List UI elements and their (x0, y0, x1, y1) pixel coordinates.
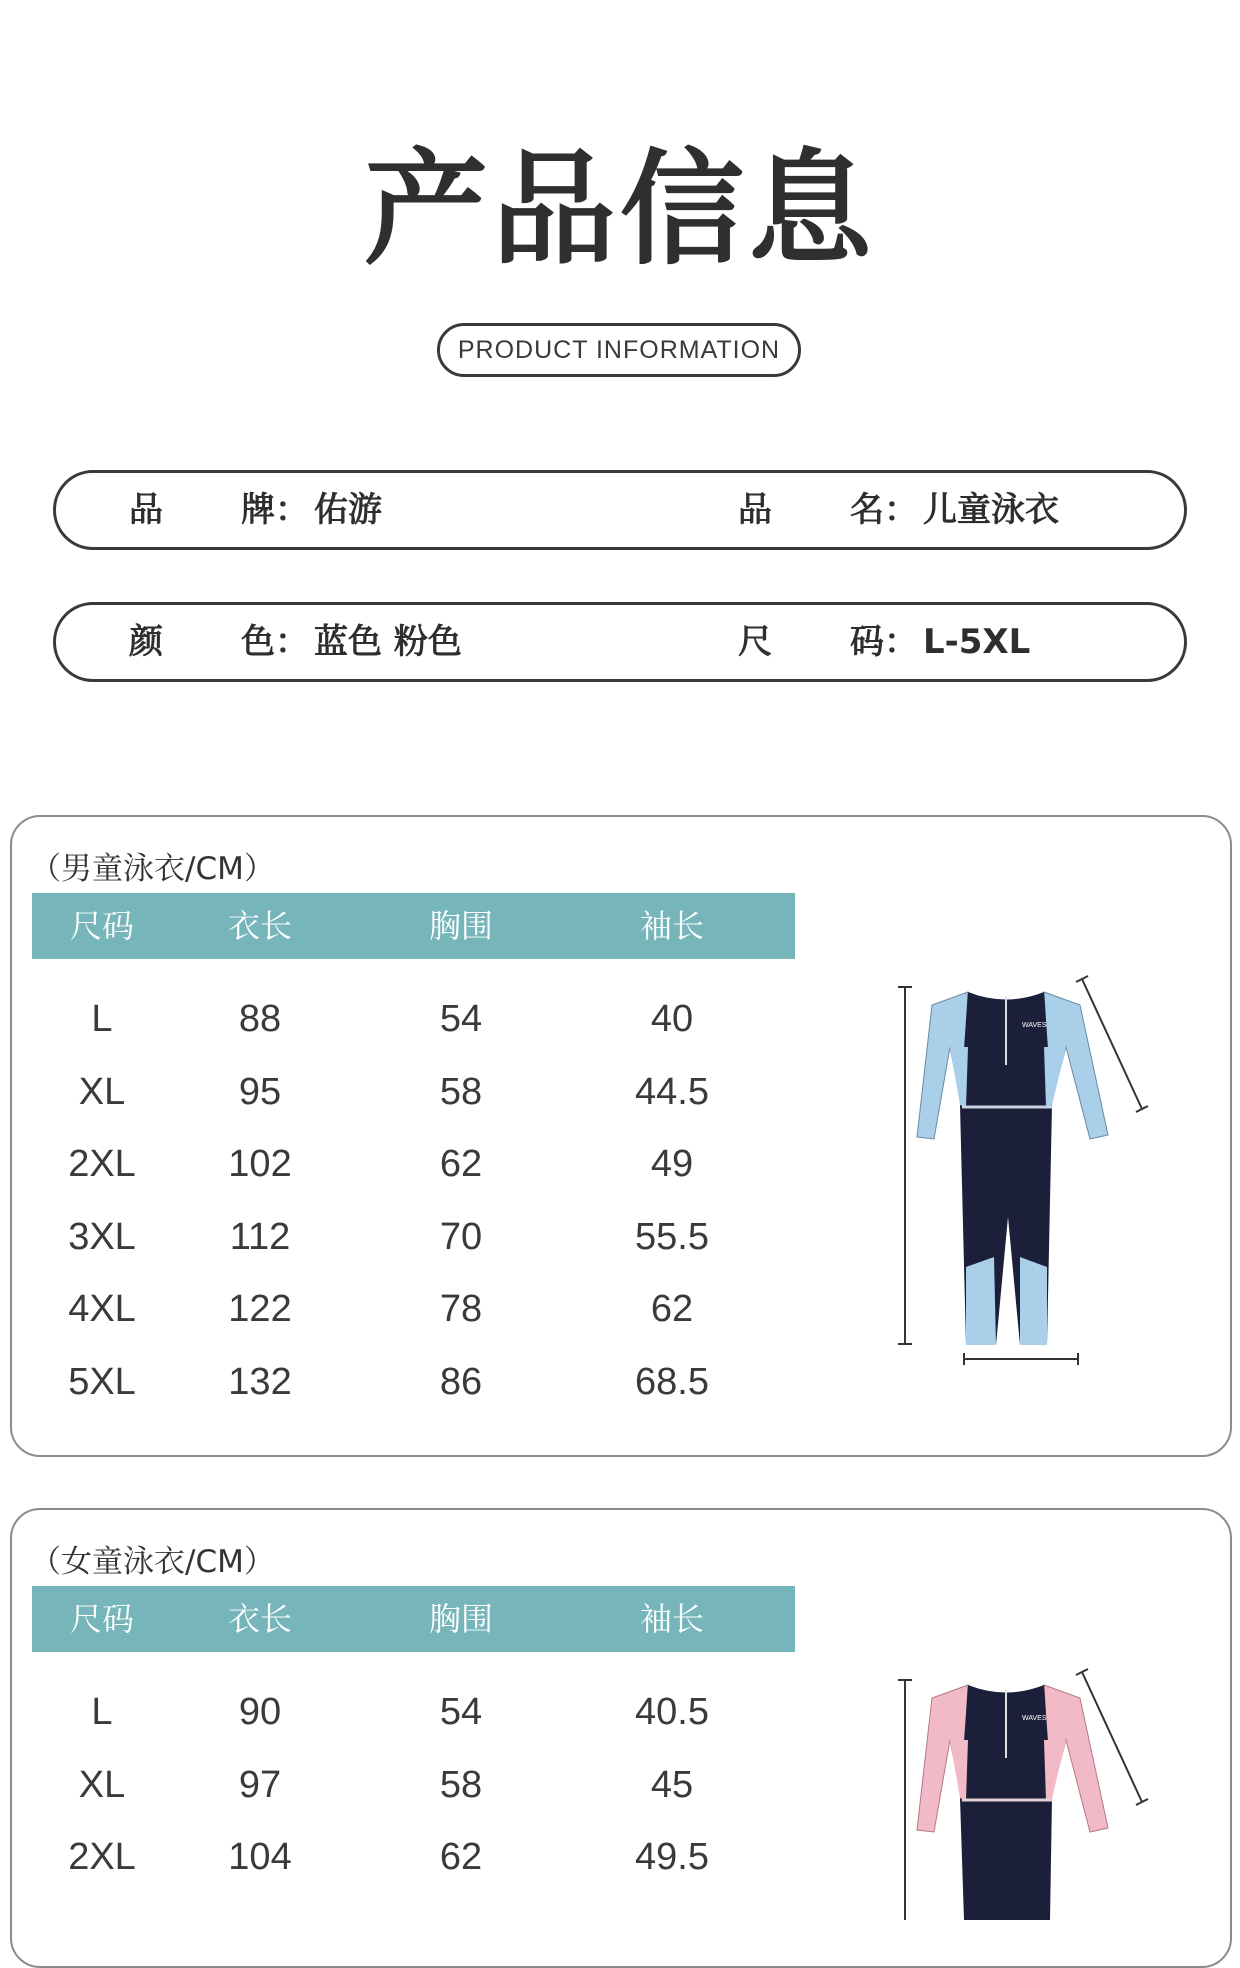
girls-suit-logo: WAVES (1022, 1715, 1047, 1722)
cell-size: 3XL (68, 1215, 136, 1258)
cell-chest: 70 (439, 1215, 483, 1258)
cell-size: XL (78, 1763, 126, 1806)
info-row-color-size (53, 602, 1187, 682)
table-row (32, 1273, 795, 1345)
color-value: 蓝色 粉色 (314, 622, 462, 662)
cell-size: XL (78, 1070, 126, 1113)
cell-length: 112 (229, 1215, 291, 1258)
cell-chest: 86 (439, 1360, 483, 1403)
cell-length: 90 (238, 1691, 282, 1733)
table-row (32, 1821, 795, 1893)
boys-suit-logo: WAVES (1022, 1022, 1047, 1029)
cell-size: L (91, 998, 113, 1040)
boys-card-caption: （男童泳衣/CM） (30, 851, 275, 887)
cell-sleeve: 45 (650, 1763, 694, 1806)
header-size: 尺码 (69, 1600, 134, 1638)
color-label-char-1: 颜 (129, 622, 163, 662)
cell-chest: 78 (439, 1288, 483, 1330)
product-name-label-char-2: 名： (850, 490, 918, 530)
header-chest: 胸围 (428, 1600, 493, 1638)
size-value: L-5XL (923, 622, 1031, 662)
brand-label-char-2: 牌： (241, 490, 309, 530)
info-row-brand-name (53, 470, 1187, 550)
cell-sleeve: 49 (650, 1143, 694, 1185)
header-sleeve: 袖长 (639, 1600, 704, 1638)
size-label-char-1: 尺 (738, 622, 772, 662)
product-name-label-char-1: 品 (738, 490, 772, 530)
cell-length: 102 (228, 1143, 292, 1185)
table-row (32, 1128, 795, 1200)
cell-sleeve: 62 (650, 1288, 694, 1330)
table-row (32, 983, 795, 1055)
cell-sleeve: 49.5 (635, 1836, 709, 1878)
subtitle-badge: PRODUCT INFORMATION (437, 323, 801, 377)
cell-chest: 54 (439, 1691, 483, 1733)
girls-table-header (32, 1586, 795, 1652)
table-row (32, 1056, 795, 1128)
cell-size: 4XL (68, 1288, 136, 1330)
cell-sleeve: 55.5 (635, 1215, 709, 1258)
cell-size: L (91, 1691, 113, 1733)
boys-suit-body (917, 992, 1108, 1345)
cell-length: 104 (228, 1836, 292, 1878)
cell-length: 132 (228, 1360, 292, 1403)
brand-label-char-1: 品 (129, 490, 163, 530)
cell-length: 95 (238, 1070, 282, 1113)
boys-table-header (32, 893, 795, 959)
girls-swimsuit-image (882, 1660, 1162, 1920)
cell-sleeve: 68.5 (635, 1360, 709, 1403)
cell-sleeve: 40.5 (635, 1691, 709, 1733)
cell-chest: 62 (439, 1143, 483, 1185)
page-title: 产品信息 (363, 138, 876, 282)
table-row (32, 1346, 795, 1418)
boys-swimsuit-image (882, 967, 1162, 1367)
cell-length: 97 (238, 1763, 282, 1806)
table-row (32, 1749, 795, 1821)
cell-size: 2XL (68, 1836, 136, 1878)
header-chest: 胸围 (428, 907, 493, 945)
cell-chest: 58 (439, 1763, 483, 1806)
cell-chest: 54 (439, 998, 483, 1040)
header-length: 衣长 (227, 907, 292, 945)
color-label-char-2: 色： (241, 622, 309, 662)
girls-card-caption: （女童泳衣/CM） (30, 1544, 275, 1580)
cell-sleeve: 40 (650, 998, 694, 1040)
girls-size-card (10, 1508, 1232, 1968)
header-size: 尺码 (69, 907, 134, 945)
cell-chest: 62 (439, 1836, 483, 1878)
cell-size: 5XL (68, 1360, 136, 1403)
cell-chest: 58 (439, 1070, 483, 1113)
cell-size: 2XL (68, 1143, 136, 1185)
size-label-char-2: 码： (850, 622, 918, 662)
girls-suit-body (917, 1685, 1108, 1920)
boys-size-card (10, 815, 1232, 1457)
cell-length: 88 (238, 998, 282, 1040)
header-sleeve: 袖长 (639, 907, 704, 945)
product-name-value: 儿童泳衣 (923, 490, 1059, 530)
brand-value: 佑游 (314, 490, 382, 530)
cell-sleeve: 44.5 (635, 1070, 709, 1113)
header-length: 衣长 (227, 1600, 292, 1638)
table-row (32, 1201, 795, 1273)
cell-length: 122 (228, 1288, 292, 1330)
table-row (32, 1676, 795, 1748)
